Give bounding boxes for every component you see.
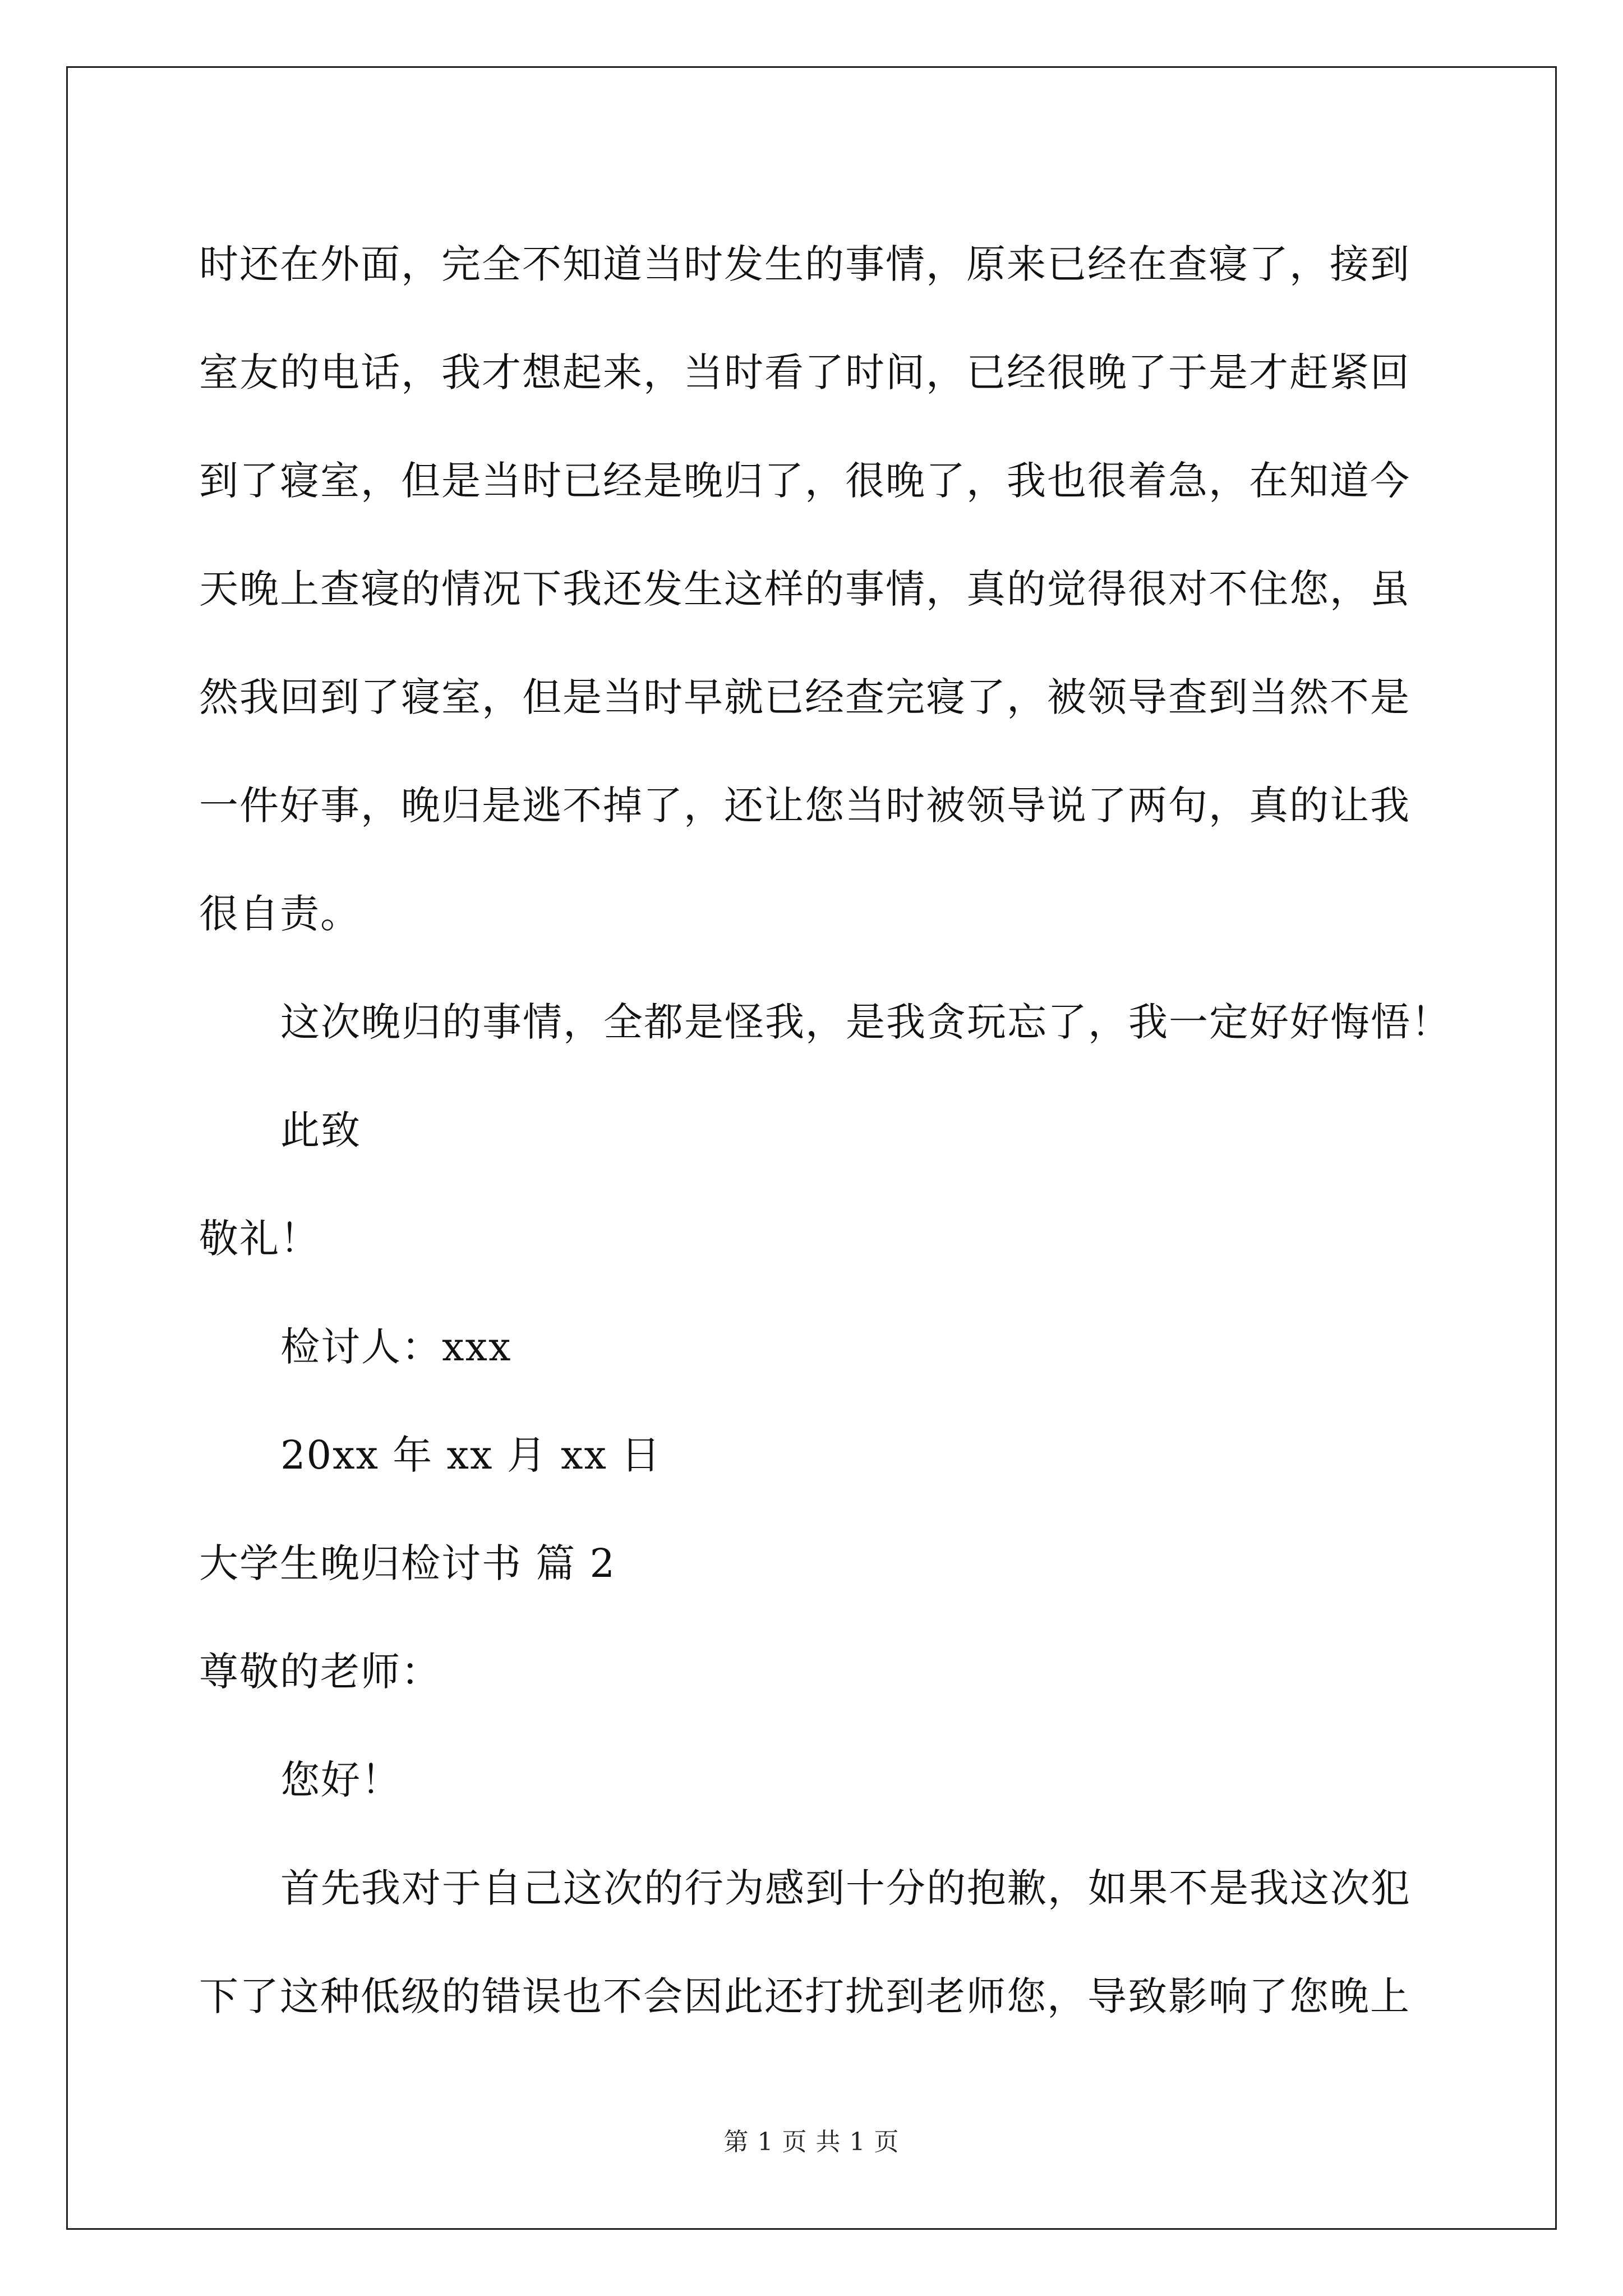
text-line: 然我回到了寝室，但是当时早就已经查完寝了，被领导查到当然不是 <box>199 674 1410 720</box>
page-footer: 第 1 页 共 1 页 <box>723 2128 900 2156</box>
text-line: 室友的电话，我才想起来，当时看了时间，已经很晚了于是才赶紧回 <box>199 349 1410 395</box>
closing-phrase: 此致 <box>280 1107 361 1153</box>
text-line: 很自责。 <box>199 891 361 937</box>
greeting-line: 您好！ <box>280 1757 402 1803</box>
text-line: 时还在外面，完全不知道当时发生的事情，原来已经在查寝了，接到 <box>199 241 1410 287</box>
text-line: 一件好事，晚归是逃不掉了，还让您当时被领导说了两句，真的让我 <box>199 783 1410 829</box>
salutation-closing: 敬礼！ <box>199 1216 320 1262</box>
section-heading: 大学生晚归检讨书 篇 2 <box>199 1540 616 1586</box>
text-line: 首先我对于自己这次的行为感到十分的抱歉，如果不是我这次犯 <box>280 1865 1411 1911</box>
text-line: 天晚上查寝的情况下我还发生这样的事情，真的觉得很对不住您，虽 <box>199 566 1410 612</box>
text-line: 这次晚归的事情，全都是怪我，是我贪玩忘了，我一定好好悔悟！ <box>280 999 1451 1045</box>
signature-line: 检讨人：xxx <box>280 1324 512 1370</box>
text-line: 到了寝室，但是当时已经是晚归了，很晚了，我也很着急，在知道今 <box>199 458 1410 504</box>
text-line: 下了这种低级的错误也不会因此还打扰到老师您，导致影响了您晚上 <box>199 1973 1410 2019</box>
date-line: 20xx 年 xx 月 xx 日 <box>280 1432 662 1478</box>
greeting-line: 尊敬的老师： <box>199 1649 441 1695</box>
document-body <box>199 210 1451 2051</box>
